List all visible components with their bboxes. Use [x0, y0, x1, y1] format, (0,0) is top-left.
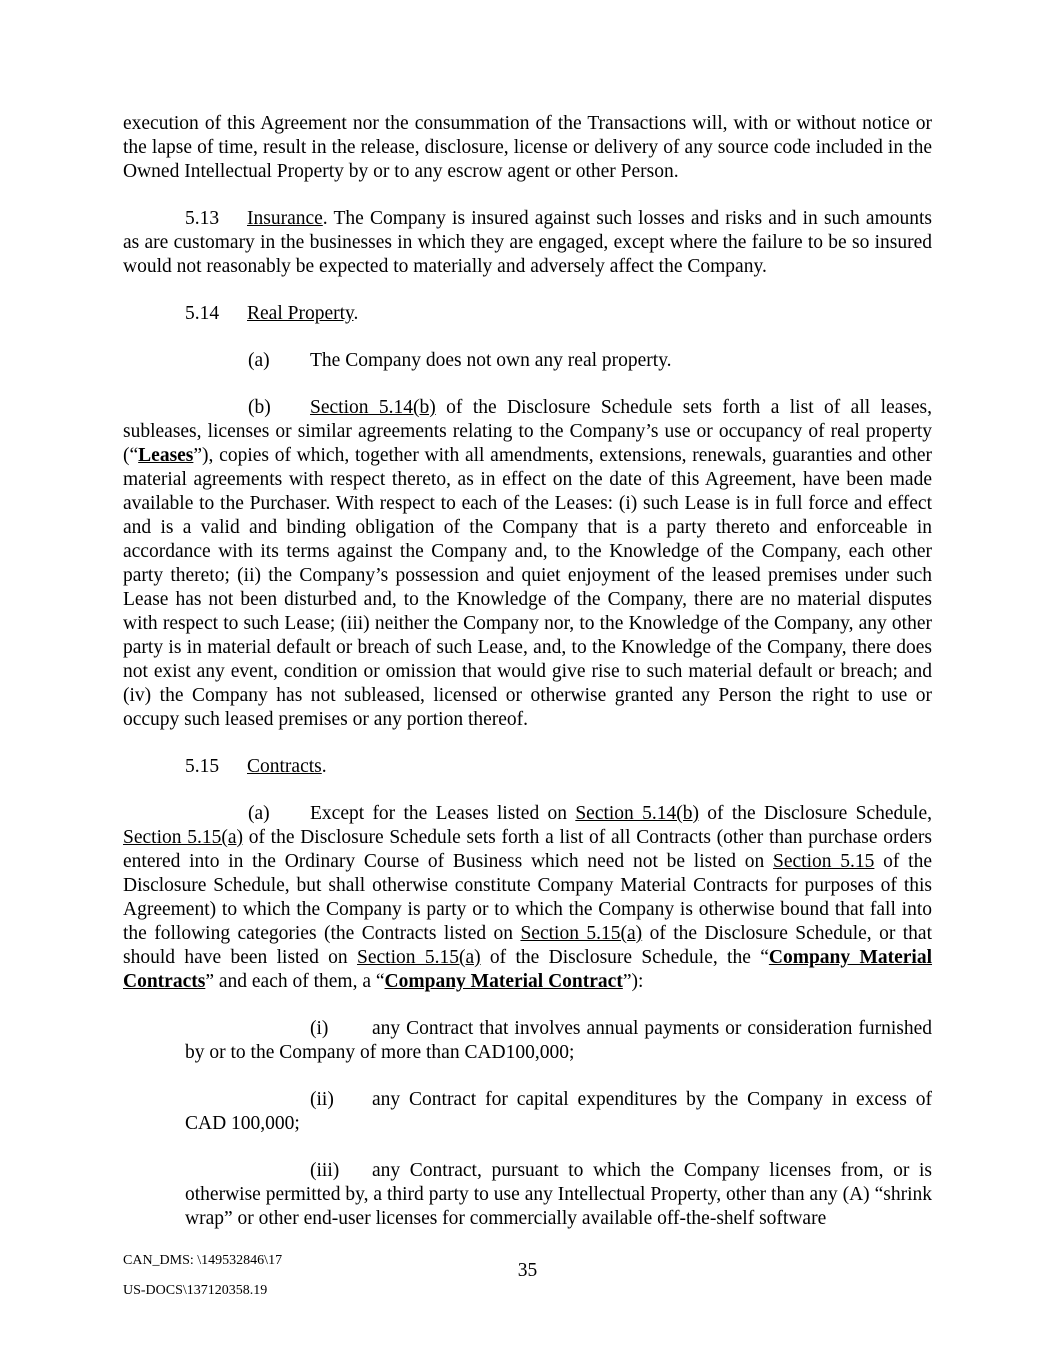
paragraph	[185, 1017, 932, 1065]
text-run: Leases	[138, 445, 194, 466]
text-run: Real Property	[247, 303, 354, 324]
text-run: .	[321, 756, 327, 777]
text-run: The Company does not own any real property.	[310, 350, 672, 371]
paragraph	[123, 396, 932, 732]
text-run: Section 5.15(a)	[123, 827, 243, 848]
text-run: any Contract that involves annual payments or consideration furnished by or to the Company of more than CAD100,000;	[185, 1018, 932, 1063]
text-run: . The Company is insured against such losses and risks and in such amounts as are customary in the businesses in which they are engaged, except where the failure to be so insured would not reasonably be expected to materially and adversely affect the Company.	[123, 208, 932, 277]
text-run: any Contract for capital expenditures by the Company in excess of CAD 100,000;	[185, 1089, 932, 1134]
list-number: 5.14	[185, 303, 220, 324]
text-run: .	[353, 303, 359, 324]
paragraph	[185, 1088, 932, 1136]
document-body	[123, 112, 932, 1254]
paragraph	[123, 112, 932, 184]
text-run: Section 5.14(b)	[310, 397, 436, 418]
list-number: (a)	[248, 350, 270, 371]
text-run: of the Disclosure Schedule, or that should have been listed on	[123, 923, 932, 968]
text-run: Insurance	[247, 208, 323, 229]
text-run: ” and each of them, a “	[205, 971, 385, 992]
page-number: 35	[517, 1260, 538, 1281]
text-run: Except for the Leases listed on	[310, 803, 576, 824]
text-run: of the Disclosure Schedule,	[698, 803, 932, 824]
text-run: Section 5.14(b)	[575, 803, 699, 824]
list-number: (i)	[310, 1018, 329, 1039]
list-number: (b)	[248, 397, 271, 418]
text-run: Company Material Contract	[384, 971, 623, 992]
paragraph	[123, 207, 932, 279]
text-run: any Contract, pursuant to which the Company licenses from, or is otherwise permitted by, a third party to use any Intellectual Property, other than any (A) “shrink wrap” or other end-user licenses for commercially available off-the-shelf software	[185, 1160, 932, 1229]
text-run: Contracts	[247, 756, 322, 777]
text-run: ”):	[622, 971, 644, 992]
list-number: (iii)	[310, 1160, 340, 1181]
text-run: of the Disclosure Schedule, the “	[480, 947, 769, 968]
text-run: Section 5.15(a)	[357, 947, 481, 968]
list-number: 5.13	[185, 208, 220, 229]
list-number: (ii)	[310, 1089, 334, 1110]
text-run: Section 5.15(a)	[520, 923, 643, 944]
list-number: (a)	[248, 803, 270, 824]
text-run: Section 5.15	[773, 851, 875, 872]
paragraph	[123, 349, 932, 373]
list-number: 5.15	[185, 756, 220, 777]
text-run: of the Disclosure Schedule, but shall otherwise constitute Company Material Contracts for purposes of this Agreement) to which the Company is party or to which the Company is otherwise bound that fall into the following categories (the Contracts listed on	[123, 851, 932, 944]
paragraph	[123, 802, 932, 994]
page-footer	[123, 1253, 932, 1299]
text-run: ”), copies of which, together with all amendments, extensions, renewals, guaranties and other material agreements with respect thereto, as in effect on the date of this Agreement, have been made available to the Purchaser. With respect to each of the Leases: (i) such Lease is in full force and effect and is a valid and binding obligation of the Company that is a party thereto and enforceable in accordance with its terms against the Company and, to the Knowledge of the Company, each other party thereto; (ii) the Company’s possession and quiet enjoyment of the leased premises under such Lease has not been disturbed and, to the Knowledge of the Company, there are no material disputes with respect to such Lease; (iii) neither the Company nor, to the Knowledge of the Company, any other party is in material default or breach of such Lease, and, to the Knowledge of the Company, there does not exist any event, condition or omission that would give rise to such material default or breach; and (iv) the Company has not subleased, licensed or otherwise granted any Person the right to use or occupy such leased premises or any portion thereof.	[123, 445, 932, 730]
paragraph	[123, 755, 932, 779]
document-id-line-2: US-DOCS\137120358.19	[123, 1283, 268, 1298]
text-run: of the Disclosure Schedule sets forth a list of all leases, subleases, licenses or similar agreements relating to the Company’s use or occupancy of real property (“	[123, 397, 932, 466]
text-run: of the Disclosure Schedule sets forth a list of all Contracts (other than purchase orders entered into in the Ordinary Course of Business which need not be listed on	[123, 827, 932, 872]
document-id-line-1: CAN_DMS: \149532846\17	[123, 1253, 283, 1268]
text-run: Company Material Contracts	[123, 947, 933, 992]
paragraph	[123, 302, 932, 326]
paragraph	[185, 1159, 932, 1231]
text-run: execution of this Agreement nor the consummation of the Transactions will, with or without notice or the lapse of time, result in the release, disclosure, license or delivery of any source code included in the Owned Intellectual Property by or to any escrow agent or other Person.	[123, 113, 932, 182]
